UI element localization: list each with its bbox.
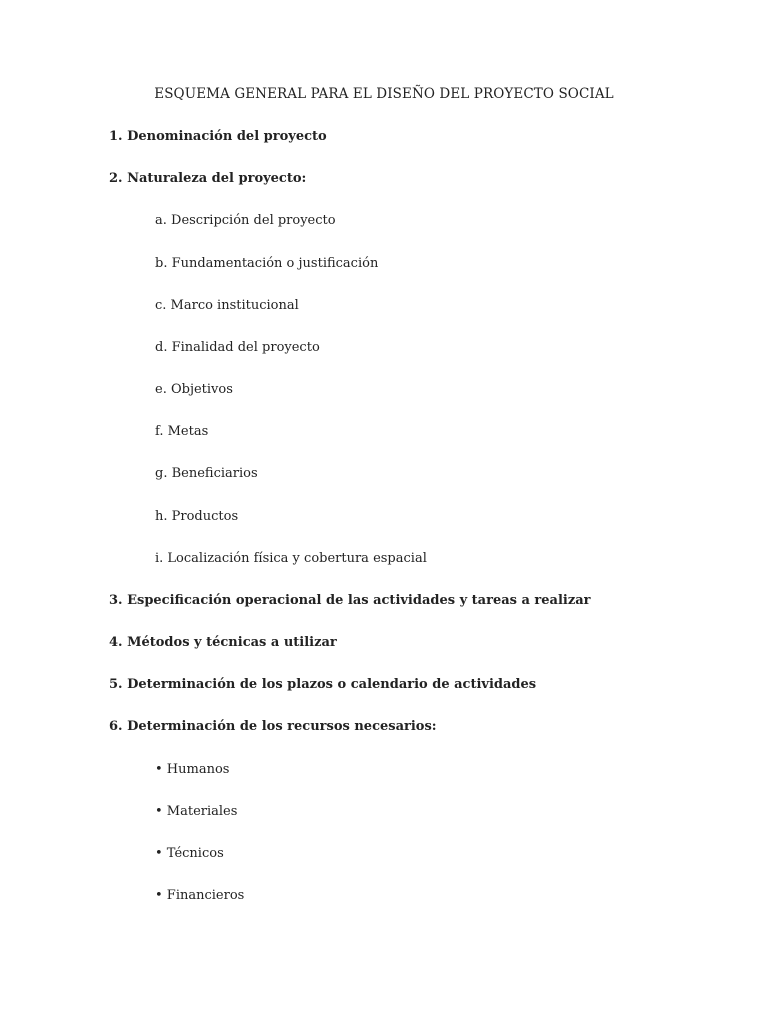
section-heading-1: 1. Denominación del proyecto [109,129,327,144]
bullet-item-financieros: • Financieros [155,888,245,903]
subitem-a: a. Descripción del proyecto [155,213,336,228]
document-title: ESQUEMA GENERAL PARA EL DISEÑO DEL PROYECTO SOCIAL [154,86,614,102]
section-heading-4: 4. Métodos y técnicas a utilizar [109,635,337,650]
bullet-item-materiales: • Materiales [155,804,238,819]
subitem-b: b. Fundamentación o justificación [155,256,379,271]
section-heading-5: 5. Determinación de los plazos o calendario de actividades [109,677,537,692]
subitem-h: h. Productos [155,509,239,524]
bullet-item-humanos: • Humanos [155,762,230,777]
subitem-f: f. Metas [155,424,209,439]
bullet-item-tecnicos: • Técnicos [155,846,224,861]
subitem-e: e. Objetivos [155,382,233,397]
subitem-g: g. Beneficiarios [155,466,258,481]
section-heading-3: 3. Especificación operacional de las actividades y tareas a realizar [109,593,591,608]
subitem-c: c. Marco institucional [155,298,299,313]
section-heading-6: 6. Determinación de los recursos necesarios: [109,719,437,734]
subitem-d: d. Finalidad del proyecto [155,340,320,355]
section-heading-2: 2. Naturaleza del proyecto: [109,171,307,186]
subitem-i: i. Localización física y cobertura espacial [155,551,427,566]
